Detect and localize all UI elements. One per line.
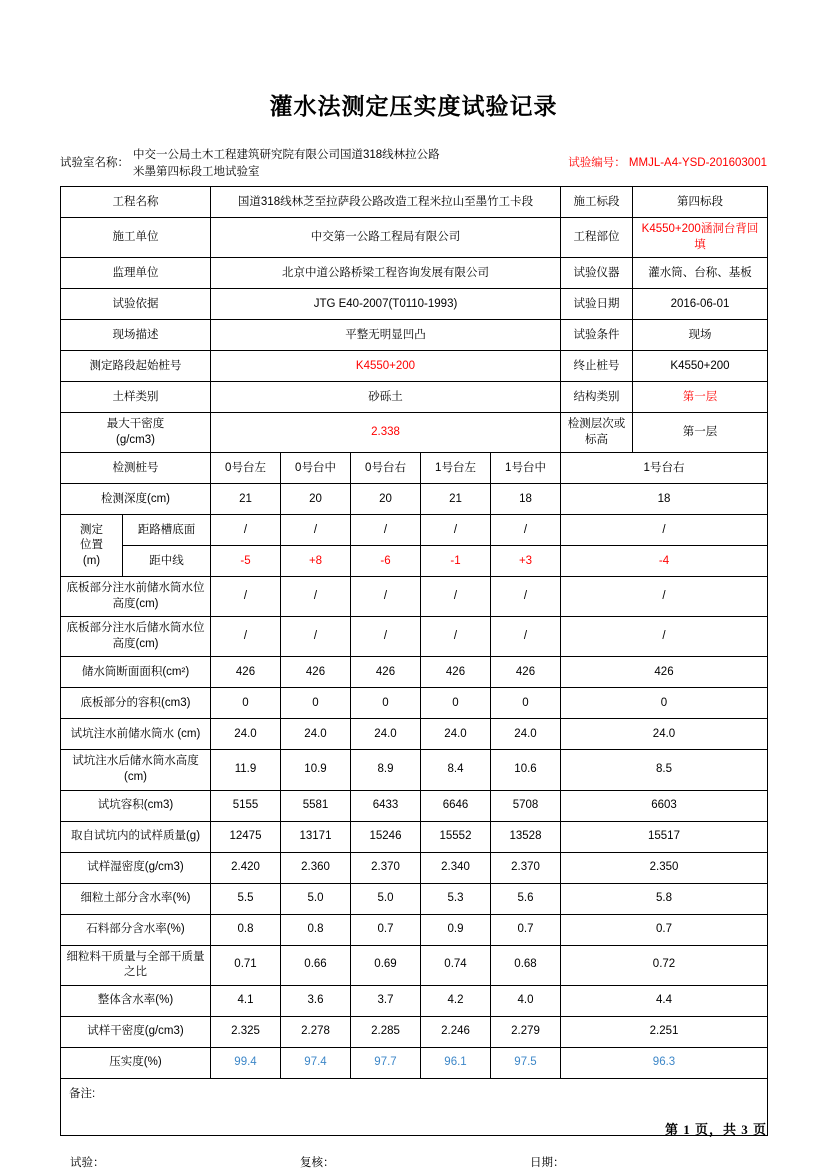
depth-label: 检测深度(cm) — [61, 484, 211, 515]
pit-after-4: 10.6 — [491, 750, 561, 790]
ratio-3: 0.74 — [421, 945, 491, 985]
instrument-label: 试验仪器 — [561, 258, 633, 289]
pit-after-1: 10.9 — [281, 750, 351, 790]
after-label: 底板部分注水后储水筒水位高度(cm) — [61, 617, 211, 657]
fine-water-3: 5.3 — [421, 883, 491, 914]
contractor-label: 施工单位 — [61, 218, 211, 258]
area-label: 储水筒断面面积(cm²) — [61, 657, 211, 688]
table-row — [61, 688, 768, 719]
total-water-2: 3.7 — [351, 985, 421, 1016]
before-4: / — [491, 577, 561, 617]
supervisor-value: 北京中道公路桥梁工程咨询发展有限公司 — [211, 258, 561, 289]
table-row — [61, 546, 768, 577]
table-row — [61, 187, 768, 218]
table-row — [61, 945, 768, 985]
depth-1: 20 — [281, 484, 351, 515]
total-water-1: 3.6 — [281, 985, 351, 1016]
soil-type-label: 土样类别 — [61, 382, 211, 413]
total-water-4: 4.0 — [491, 985, 561, 1016]
wet-density-0: 2.420 — [211, 852, 281, 883]
pile-no-3: 1号台左 — [421, 453, 491, 484]
record-table — [60, 186, 768, 1135]
pit-before-3: 24.0 — [421, 719, 491, 750]
layer-value: 第一层 — [633, 413, 768, 453]
table-row — [61, 985, 768, 1016]
compaction-2: 97.7 — [351, 1047, 421, 1078]
table-row — [61, 1016, 768, 1047]
sample-mass-3: 15552 — [421, 821, 491, 852]
ratio-4: 0.68 — [491, 945, 561, 985]
position-sub2-0: -5 — [211, 546, 281, 577]
stone-water-0: 0.8 — [211, 914, 281, 945]
start-pile-value: K4550+200 — [211, 351, 561, 382]
after-2: / — [351, 617, 421, 657]
before-0: / — [211, 577, 281, 617]
struct-type-label: 结构类别 — [561, 382, 633, 413]
pit-volume-label: 试坑容积(cm3) — [61, 790, 211, 821]
depth-0: 21 — [211, 484, 281, 515]
fine-water-5: 5.8 — [561, 883, 768, 914]
wet-density-3: 2.340 — [421, 852, 491, 883]
position-sub1-3: / — [421, 515, 491, 546]
table-row — [61, 382, 768, 413]
base-volume-5: 0 — [561, 688, 768, 719]
after-0: / — [211, 617, 281, 657]
after-1: / — [281, 617, 351, 657]
page-title: 灌水法测定压实度试验记录 — [269, 94, 558, 119]
stone-water-2: 0.7 — [351, 914, 421, 945]
end-pile-label: 终止桩号 — [561, 351, 633, 382]
site-desc-value: 平整无明显凹凸 — [211, 320, 561, 351]
sample-mass-4: 13528 — [491, 821, 561, 852]
pit-before-2: 24.0 — [351, 719, 421, 750]
compaction-4: 97.5 — [491, 1047, 561, 1078]
signature-row — [60, 1154, 767, 1170]
total-water-0: 4.1 — [211, 985, 281, 1016]
date-label: 试验日期 — [561, 289, 633, 320]
table-row — [61, 577, 768, 617]
area-5: 426 — [561, 657, 768, 688]
dry-density-0: 2.325 — [211, 1016, 281, 1047]
pile-no-2: 0号台右 — [351, 453, 421, 484]
remark-cell: 备注: — [61, 1078, 768, 1135]
position-sub1-0: / — [211, 515, 281, 546]
position-sub2-5: -4 — [561, 546, 768, 577]
table-row — [61, 852, 768, 883]
compaction-0: 99.4 — [211, 1047, 281, 1078]
pit-before-0: 24.0 — [211, 719, 281, 750]
position-sub2-2: -6 — [351, 546, 421, 577]
ratio-2: 0.69 — [351, 945, 421, 985]
base-volume-4: 0 — [491, 688, 561, 719]
max-dry-density-label: 最大干密度 (g/cm3) — [61, 413, 211, 453]
depth-4: 18 — [491, 484, 561, 515]
table-row — [61, 1047, 768, 1078]
before-5: / — [561, 577, 768, 617]
page-number: 第 1 页，共 3 页 — [664, 1122, 767, 1137]
table-row — [61, 218, 768, 258]
table-row — [61, 821, 768, 852]
wet-density-1: 2.360 — [281, 852, 351, 883]
position-sub1-2: / — [351, 515, 421, 546]
pit-after-label: 试坑注水后储水筒水高度 (cm) — [61, 750, 211, 790]
date-field: 日期： — [530, 1156, 565, 1169]
after-3: / — [421, 617, 491, 657]
position-label: 测定 位置 (m) — [61, 515, 123, 577]
section-value: 第四标段 — [633, 187, 768, 218]
ratio-1: 0.66 — [281, 945, 351, 985]
pit-volume-0: 5155 — [211, 790, 281, 821]
table-row — [61, 258, 768, 289]
base-volume-label: 底板部分的容积(cm3) — [61, 688, 211, 719]
total-water-3: 4.2 — [421, 985, 491, 1016]
pit-volume-2: 6433 — [351, 790, 421, 821]
tester-field: 试验： — [70, 1156, 105, 1169]
condition-value: 现场 — [633, 320, 768, 351]
wet-density-5: 2.350 — [561, 852, 768, 883]
stone-water-5: 0.7 — [561, 914, 768, 945]
pit-after-5: 8.5 — [561, 750, 768, 790]
site-desc-label: 现场描述 — [61, 320, 211, 351]
pit-after-2: 8.9 — [351, 750, 421, 790]
sample-mass-0: 12475 — [211, 821, 281, 852]
project-name-value: 国道318线林芝至拉萨段公路改造工程米拉山至墨竹工卡段 — [211, 187, 561, 218]
pit-volume-4: 5708 — [491, 790, 561, 821]
compaction-label: 压实度(%) — [61, 1047, 211, 1078]
pit-before-5: 24.0 — [561, 719, 768, 750]
pit-after-0: 11.9 — [211, 750, 281, 790]
basis-value: JTG E40-2007(T0110-1993) — [211, 289, 561, 320]
start-pile-label: 测定路段起始桩号 — [61, 351, 211, 382]
table-row — [61, 484, 768, 515]
meta-row — [60, 147, 767, 180]
dry-density-4: 2.279 — [491, 1016, 561, 1047]
wet-density-label: 试样湿密度(g/cm3) — [61, 852, 211, 883]
before-2: / — [351, 577, 421, 617]
part-value: K4550+200涵洞台背回填 — [633, 218, 768, 258]
dry-density-2: 2.285 — [351, 1016, 421, 1047]
basis-label: 试验依据 — [61, 289, 211, 320]
before-1: / — [281, 577, 351, 617]
max-dry-density-value: 2.338 — [211, 413, 561, 453]
depth-5: 18 — [561, 484, 768, 515]
sample-mass-label: 取自试坑内的试样质量(g) — [61, 821, 211, 852]
position-sub1-4: / — [491, 515, 561, 546]
after-5: / — [561, 617, 768, 657]
pit-before-label: 试坑注水前储水筒水 (cm) — [61, 719, 211, 750]
table-row — [61, 719, 768, 750]
stone-water-label: 石料部分含水率(%) — [61, 914, 211, 945]
base-volume-0: 0 — [211, 688, 281, 719]
position-sub1-label: 距路槽底面 — [123, 515, 211, 546]
before-3: / — [421, 577, 491, 617]
position-sub2-1: +8 — [281, 546, 351, 577]
base-volume-1: 0 — [281, 688, 351, 719]
test-number — [568, 147, 767, 172]
fine-water-label: 细粒土部分含水率(%) — [61, 883, 211, 914]
pit-volume-5: 6603 — [561, 790, 768, 821]
dry-density-5: 2.251 — [561, 1016, 768, 1047]
dry-density-1: 2.278 — [281, 1016, 351, 1047]
position-sub2-3: -1 — [421, 546, 491, 577]
area-2: 426 — [351, 657, 421, 688]
pit-before-1: 24.0 — [281, 719, 351, 750]
ratio-5: 0.72 — [561, 945, 768, 985]
table-row — [61, 657, 768, 688]
table-row — [61, 883, 768, 914]
base-volume-3: 0 — [421, 688, 491, 719]
lab-name-label: 试验室名称： — [60, 157, 129, 169]
layer-label: 检测层次或标高 — [561, 413, 633, 453]
table-row — [61, 914, 768, 945]
wet-density-2: 2.370 — [351, 852, 421, 883]
total-water-label: 整体含水率(%) — [61, 985, 211, 1016]
before-label: 底板部分注水前储水筒水位高度(cm) — [61, 577, 211, 617]
dry-density-label: 试样干密度(g/cm3) — [61, 1016, 211, 1047]
project-name-label: 工程名称 — [61, 187, 211, 218]
pile-no-label: 检测桩号 — [61, 453, 211, 484]
test-number-label: 试验编号： — [568, 157, 626, 169]
depth-3: 21 — [421, 484, 491, 515]
position-sub2-label: 距中线 — [123, 546, 211, 577]
end-pile-value: K4550+200 — [633, 351, 768, 382]
pile-no-4: 1号台中 — [491, 453, 561, 484]
pit-volume-3: 6646 — [421, 790, 491, 821]
compaction-3: 96.1 — [421, 1047, 491, 1078]
date-value: 2016-06-01 — [633, 289, 768, 320]
fine-water-1: 5.0 — [281, 883, 351, 914]
table-row — [61, 515, 768, 546]
pit-volume-1: 5581 — [281, 790, 351, 821]
base-volume-2: 0 — [351, 688, 421, 719]
pile-no-0: 0号台左 — [211, 453, 281, 484]
total-water-5: 4.4 — [561, 985, 768, 1016]
struct-type-value: 第一层 — [633, 382, 768, 413]
table-row — [61, 453, 768, 484]
compaction-1: 97.4 — [281, 1047, 351, 1078]
table-row — [61, 790, 768, 821]
ratio-label: 细粒料干质量与全部干质量之比 — [61, 945, 211, 985]
position-sub2-4: +3 — [491, 546, 561, 577]
reviewer-field: 复核： — [300, 1156, 335, 1169]
fine-water-0: 5.5 — [211, 883, 281, 914]
area-1: 426 — [281, 657, 351, 688]
fine-water-2: 5.0 — [351, 883, 421, 914]
sample-mass-2: 15246 — [351, 821, 421, 852]
instrument-value: 灌水筒、台称、基板 — [633, 258, 768, 289]
part-label: 工程部位 — [561, 218, 633, 258]
pit-before-4: 24.0 — [491, 719, 561, 750]
stone-water-1: 0.8 — [281, 914, 351, 945]
position-sub1-1: / — [281, 515, 351, 546]
stone-water-3: 0.9 — [421, 914, 491, 945]
table-row — [61, 1078, 768, 1135]
condition-label: 试验条件 — [561, 320, 633, 351]
table-row — [61, 320, 768, 351]
dry-density-3: 2.246 — [421, 1016, 491, 1047]
soil-type-value: 砂砾土 — [211, 382, 561, 413]
area-3: 426 — [421, 657, 491, 688]
supervisor-label: 监理单位 — [61, 258, 211, 289]
position-sub1-5: / — [561, 515, 768, 546]
sample-mass-5: 15517 — [561, 821, 768, 852]
compaction-5: 96.3 — [561, 1047, 768, 1078]
ratio-0: 0.71 — [211, 945, 281, 985]
sample-mass-1: 13171 — [281, 821, 351, 852]
wet-density-4: 2.370 — [491, 852, 561, 883]
pit-after-3: 8.4 — [421, 750, 491, 790]
contractor-value: 中交第一公路工程局有限公司 — [211, 218, 561, 258]
fine-water-4: 5.6 — [491, 883, 561, 914]
table-row — [61, 617, 768, 657]
depth-2: 20 — [351, 484, 421, 515]
test-number-value: MMJL-A4-YSD-201603001 — [628, 157, 767, 169]
area-0: 426 — [211, 657, 281, 688]
pile-no-5: 1号台右 — [561, 453, 768, 484]
after-4: / — [491, 617, 561, 657]
area-4: 426 — [491, 657, 561, 688]
pile-no-1: 0号台中 — [281, 453, 351, 484]
stone-water-4: 0.7 — [491, 914, 561, 945]
table-row — [61, 289, 768, 320]
table-row — [61, 351, 768, 382]
table-row — [61, 750, 768, 790]
lab-name-value: 中交一公局土木工程建筑研究院有限公司国道318线林拉公路米墨第四标段工地试验室 — [133, 149, 440, 178]
section-label: 施工标段 — [561, 187, 633, 218]
table-row — [61, 413, 768, 453]
